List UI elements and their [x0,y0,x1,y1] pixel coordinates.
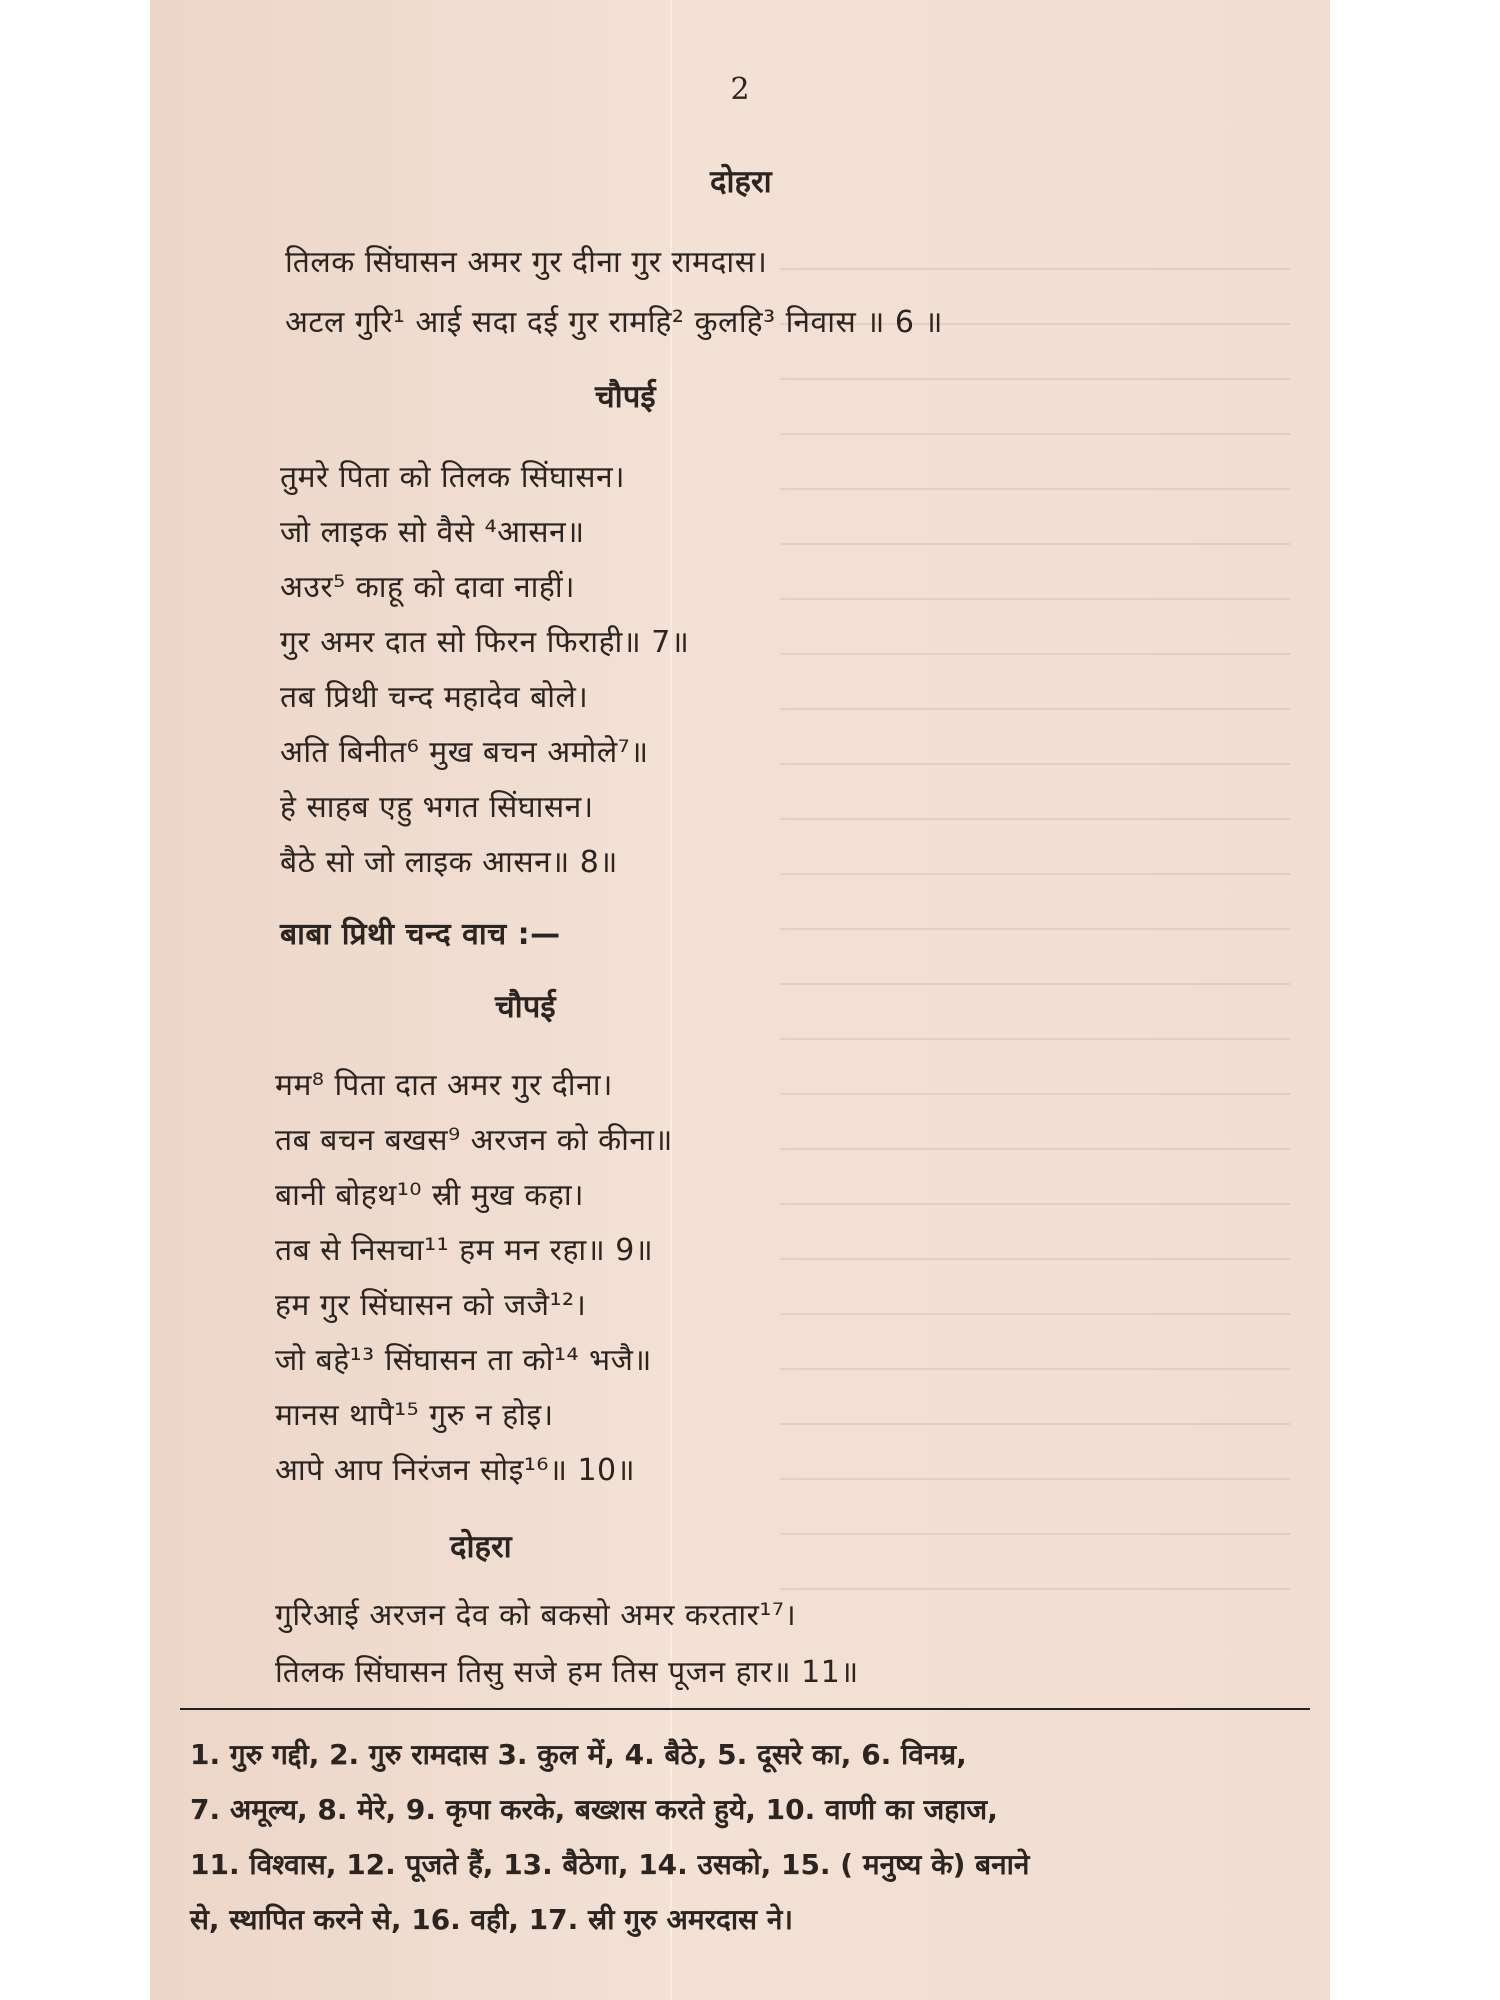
verse-line: अति बिनीत⁶ मुख बचन अमोले⁷॥ [280,735,649,770]
verse-line: बानी बोहथ¹⁰ स्री मुख कहा। [275,1178,584,1213]
verse-line: तब प्रिथी चन्द महादेव बोले। [280,680,589,715]
verse-line: गुर अमर दात सो फिरन फिराही॥ 7॥ [280,625,690,660]
verse-line: मम⁸ पिता दात अमर गुर दीना। [275,1068,613,1103]
verse-line: तिलक सिंघासन अमर गुर दीना गुर रामदास। [285,245,768,280]
verse-line: आपे आप निरंजन सोइ¹⁶॥ 10॥ [275,1453,636,1488]
verse-line: बैठे सो जो लाइक आसन॥ 8॥ [280,845,618,880]
verse-line: तब से निसचा¹¹ हम मन रहा॥ 9॥ [275,1233,654,1268]
page-number: 2 [730,72,750,107]
book-page [150,0,1330,2000]
speaker-line: बाबा प्रिथी चन्द वाच :— [280,917,561,952]
doha-heading: दोहरा [710,164,772,200]
verse-line: मानस थापै¹⁵ गुरु न होइ। [275,1398,554,1433]
verse-line: हे साहब एहु भगत सिंघासन। [280,790,594,825]
verse-line: हम गुर सिंघासन को जजै¹²। [275,1288,587,1323]
verse-line: जो बहे¹³ सिंघासन ता को¹⁴ भजै॥ [275,1343,652,1378]
doha-heading: दोहरा [450,1529,512,1565]
footnote-line: 7. अमूल्य, 8. मेरे, 9. कृपा करके, बख्शस करते हुये, 10. वाणी का जहाज, [190,1793,998,1826]
footnote-divider [180,1708,1310,1710]
verse-line: अउर⁵ काहू को दावा नाहीं। [280,570,575,605]
chaupai-heading: चौपई [495,989,556,1025]
footnote-line: 11. विश्वास, 12. पूजते हैं, 13. बैठेगा, 14. उसको, 15. ( मनुष्य के) बनाने [190,1848,1030,1881]
footnote-line: 1. गुरु गद्दी, 2. गुरु रामदास 3. कुल में, 4. बैठे, 5. दूसरे का, 6. विनम्र, [190,1738,967,1771]
footnote-line: से, स्थापित करने से, 16. वही, 17. स्री गुरु अमरदास ने। [190,1903,793,1936]
bleed-through-text [780,230,1290,1610]
chaupai-heading: चौपई [595,379,656,415]
verse-line: अटल गुरि¹ आई सदा दई गुर रामहि² कुलहि³ निवास ॥ 6 ॥ [285,305,943,340]
verse-line: जो लाइक सो वैसे ⁴आसन॥ [280,515,585,550]
verse-line: तिलक सिंघासन तिसु सजे हम तिस पूजन हार॥ 11॥ [275,1655,859,1690]
verse-line: गुरिआई अरजन देव को बकसो अमर करतार¹⁷। [275,1598,797,1633]
verse-line: तब बचन बखस⁹ अरजन को कीना॥ [275,1123,673,1158]
verse-line: तुमरे पिता को तिलक सिंघासन। [280,460,626,495]
